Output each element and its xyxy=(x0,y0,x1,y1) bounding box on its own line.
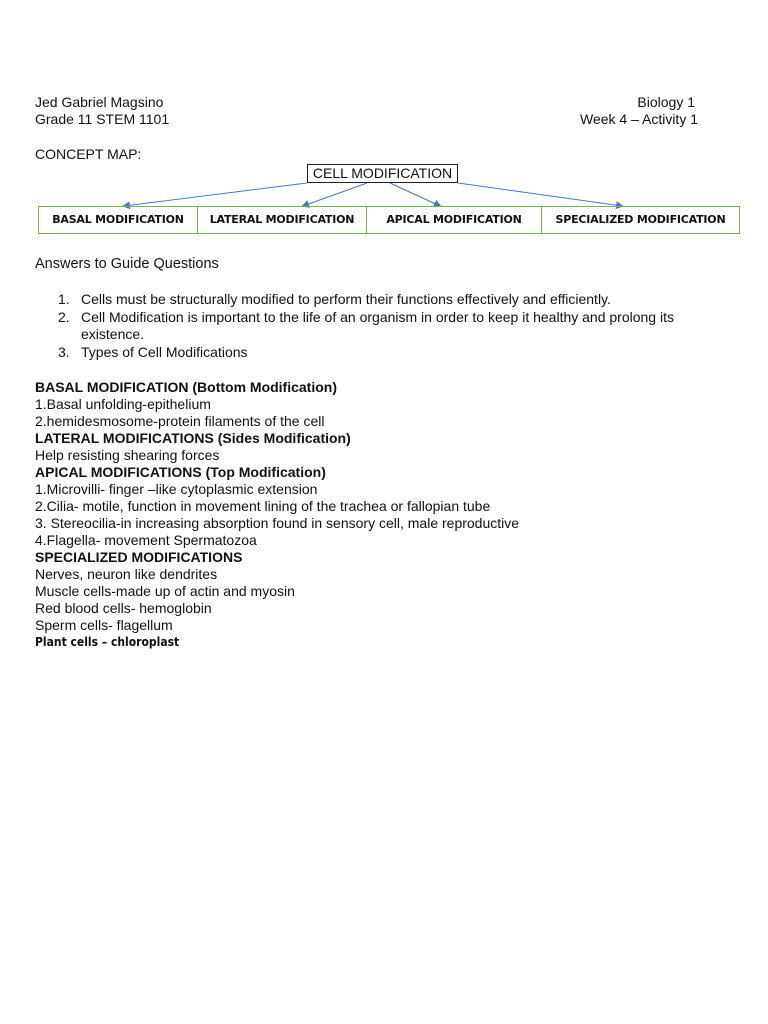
concept-map-label: CONCEPT MAP: xyxy=(35,146,142,162)
list-text: Types of Cell Modifications xyxy=(81,343,248,360)
list-text: Cells must be structurally modified to perform their functions effectively and efficiently. xyxy=(81,291,611,307)
list-text: Cell Modification is important to the life of an organism in order to keep it healthy and prolong its xyxy=(81,308,674,325)
basal-heading: BASAL MODIFICATION (Bottom Modification) xyxy=(35,379,337,395)
list-item xyxy=(58,291,728,309)
specialized-item: Nerves, neuron like dendrites xyxy=(35,566,218,582)
list-text-continued: existence. xyxy=(81,326,145,342)
apical-item: 3. Stereocilia-in increasing absorption found in sensory cell, male reproductive xyxy=(35,515,520,531)
specialized-item: Muscle cells-made up of actin and myosin xyxy=(35,583,295,599)
concept-map-branches xyxy=(38,206,740,234)
student-name: Jed Gabriel Magsino xyxy=(35,94,164,110)
specialized-heading: SPECIALIZED MODIFICATIONS xyxy=(35,549,243,565)
guide-answers-list xyxy=(58,291,728,361)
subject-label: Biology 1 xyxy=(637,94,695,110)
modification-details xyxy=(35,379,735,651)
apical-item: 4.Flagella- movement Spermatozoa xyxy=(35,532,257,548)
list-number: 2. xyxy=(58,308,70,325)
arrow-to-basal xyxy=(124,183,307,206)
list-item xyxy=(58,309,728,344)
specialized-item: Red blood cells- hemoglobin xyxy=(35,600,212,616)
apical-heading: APICAL MODIFICATIONS (Top Modification) xyxy=(35,464,326,480)
specialized-item: Plant cells – chloroplast xyxy=(35,635,180,649)
specialized-item: Sperm cells- flagellum xyxy=(35,617,173,633)
basal-item: 2.hemidesmosome-protein filaments of the cell xyxy=(35,413,325,429)
lateral-heading: LATERAL MODIFICATIONS (Sides Modification) xyxy=(35,430,351,446)
branch-specialized: SPECIALIZED MODIFICATION xyxy=(555,213,726,226)
student-grade: Grade 11 STEM 1101 xyxy=(35,111,170,127)
list-number: 3. xyxy=(58,343,70,360)
arrow-to-lateral xyxy=(303,183,367,206)
list-item xyxy=(58,344,728,362)
apical-item: 2.Cilia- motile, function in movement lining of the trachea or fallopian tube xyxy=(35,498,491,514)
activity-label: Week 4 – Activity 1 xyxy=(579,111,698,127)
branch-basal: BASAL MODIFICATION xyxy=(39,207,198,233)
concept-map-root: CELL MODIFICATION xyxy=(307,164,458,183)
branch-apical: APICAL MODIFICATION xyxy=(367,207,542,233)
apical-item: 1.Microvilli- finger –like cytoplasmic extension xyxy=(35,481,318,497)
list-number: 1. xyxy=(58,291,70,307)
answers-heading: Answers to Guide Questions xyxy=(35,256,219,272)
branch-lateral: LATERAL MODIFICATION xyxy=(198,207,367,233)
arrow-to-specialized xyxy=(458,183,622,206)
basal-item: 1.Basal unfolding-epithelium xyxy=(35,396,211,412)
arrow-to-apical xyxy=(390,183,440,206)
lateral-item: Help resisting shearing forces xyxy=(35,447,220,463)
concept-map-connectors xyxy=(0,0,768,240)
